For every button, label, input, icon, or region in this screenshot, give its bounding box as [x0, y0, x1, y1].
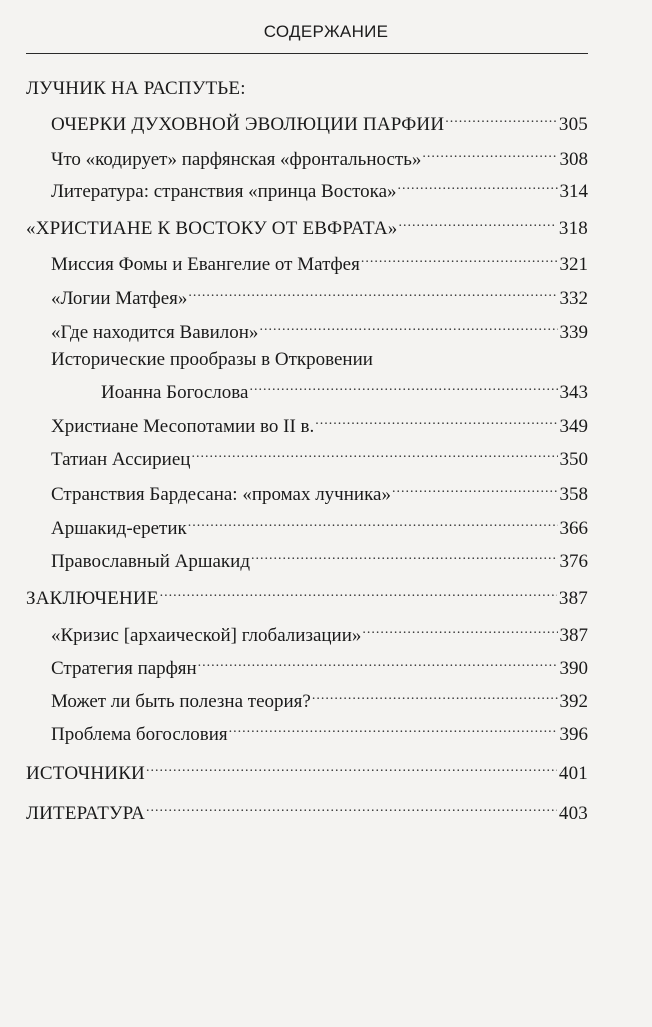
toc-entry-page: 343	[559, 382, 588, 403]
toc-entry	[51, 248, 588, 276]
toc-entry-title: «Логии Матфея»	[51, 288, 188, 309]
toc-entry-page: 401	[558, 763, 588, 784]
leader-dots	[398, 175, 558, 197]
leader-dots	[445, 108, 557, 130]
toc-entry-page: 390	[559, 658, 588, 679]
toc-entry-title: Христиане Месопотамии во II в.	[51, 416, 315, 437]
toc-entry-page: 305	[558, 114, 588, 135]
toc-entry-title: Татиан Ассириец	[51, 449, 191, 470]
leader-dots	[191, 443, 557, 465]
toc-entry-page: 387	[559, 625, 588, 646]
toc-entry	[51, 478, 588, 506]
toc-entry-title: ЛИТЕРАТУРА	[26, 803, 145, 824]
toc-entry-title: Стратегия парфян	[51, 658, 197, 679]
toc-entry	[101, 376, 588, 404]
header-rule	[26, 53, 588, 54]
toc-entry-part	[26, 582, 588, 610]
toc-entry-page: 387	[558, 588, 588, 609]
toc-entry	[51, 175, 588, 203]
leader-dots	[312, 685, 558, 707]
toc-entry-page: 396	[559, 724, 588, 745]
toc-entry	[51, 512, 588, 540]
toc-entry-part	[51, 108, 588, 136]
leader-dots	[422, 143, 557, 165]
toc-entry-title: ОЧЕРКИ ДУХОВНОЙ ЭВОЛЮЦИИ ПАРФИИ	[51, 114, 445, 135]
toc-entry-title: Православный Аршакид	[51, 551, 250, 572]
toc-entry-title: Проблема богословия	[51, 724, 228, 745]
toc-entry-title: Литература: странствия «принца Востока»	[51, 181, 397, 202]
toc-entry	[51, 685, 588, 713]
toc-entry	[51, 143, 588, 171]
leader-dots	[362, 619, 557, 641]
toc-entry-page: 318	[558, 218, 588, 239]
toc-entry-title: Что «кодирует» парфянская «фронтальность»	[51, 149, 422, 170]
toc-entry	[51, 282, 588, 310]
toc-entry-title: ИСТОЧНИКИ	[26, 763, 145, 784]
leader-dots	[229, 718, 558, 740]
toc-entry-page: 358	[559, 484, 588, 505]
toc-entry-title: ЗАКЛЮЧЕНИЕ	[26, 588, 159, 609]
leader-dots	[398, 212, 556, 234]
toc-entry	[51, 718, 588, 746]
toc-entry-title: «ХРИСТИАНЕ К ВОСТОКУ ОТ ЕВФРАТА»	[26, 218, 398, 239]
toc-entry-page: 339	[559, 322, 588, 343]
toc-entry	[51, 316, 588, 344]
toc-entry-title: Иоанна Богослова	[101, 382, 249, 403]
toc-entry-part	[26, 757, 588, 785]
leader-dots	[188, 512, 558, 534]
toc-entry-page: 314	[559, 181, 588, 202]
toc-entry-title: «Где находится Вавилон»	[51, 322, 259, 343]
toc-entry-page: 366	[559, 518, 588, 539]
toc-entry-page: 349	[559, 416, 588, 437]
toc-entry-part	[26, 212, 588, 240]
toc-entry-title: Может ли быть полезна теория?	[51, 691, 311, 712]
toc-entry-title: «Кризис [архаической] глобализации»	[51, 625, 362, 646]
leader-dots	[146, 757, 557, 779]
toc-entry-page: 332	[559, 288, 588, 309]
leader-dots	[251, 545, 558, 567]
toc-entry-page: 376	[559, 551, 588, 572]
running-head: СОДЕРЖАНИЕ	[263, 22, 389, 41]
toc-entry-page: 350	[559, 449, 588, 470]
toc-entry-title: Аршакид-еретик	[51, 518, 187, 539]
toc-entry-page: 308	[559, 149, 588, 170]
toc-part-title-line1: ЛУЧНИК НА РАСПУТЬЕ:	[26, 78, 246, 99]
toc-entry	[51, 652, 588, 680]
leader-dots	[392, 478, 558, 500]
leader-dots	[361, 248, 558, 270]
toc-entry-page: 403	[558, 803, 588, 824]
toc-entry-title: Странствия Бардесана: «промах лучника»	[51, 484, 391, 505]
toc-entry-title: Миссия Фомы и Евангелие от Матфея	[51, 254, 360, 275]
leader-dots	[146, 797, 557, 819]
toc-entry	[51, 443, 588, 471]
toc-entry-part	[26, 797, 588, 825]
toc-entry	[51, 410, 588, 438]
toc-entry	[51, 545, 588, 573]
leader-dots	[259, 316, 557, 338]
leader-dots	[188, 282, 557, 304]
leader-dots	[249, 376, 557, 398]
leader-dots	[160, 582, 557, 604]
toc-entry-page: 321	[559, 254, 588, 275]
toc-entry	[51, 619, 588, 647]
leader-dots	[315, 410, 557, 432]
leader-dots	[198, 652, 558, 674]
toc-entry-page: 392	[559, 691, 588, 712]
toc-entry-title-line1: Исторические прообразы в Откровении	[51, 349, 373, 370]
